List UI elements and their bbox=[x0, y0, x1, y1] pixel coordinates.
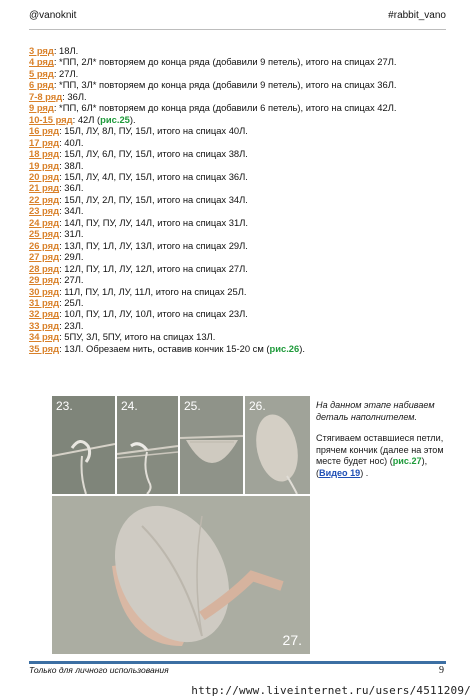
row-line bbox=[29, 274, 449, 285]
row-label: 28 ряд bbox=[29, 262, 60, 274]
row-line bbox=[29, 297, 449, 308]
row-text: : *ПП, 3Л* повторяем до конца ряда (добавили 9 петель), итого на спицах 36Л. bbox=[53, 79, 397, 91]
row-label: 29 ряд bbox=[29, 274, 60, 286]
row-line bbox=[29, 286, 449, 297]
page-number: 9 bbox=[439, 665, 444, 676]
photo-23 bbox=[52, 396, 115, 494]
row-label: 10-15 ряд bbox=[29, 113, 73, 125]
row-line bbox=[29, 331, 449, 342]
header-author: @vanoknit bbox=[29, 10, 77, 21]
photo-24 bbox=[117, 396, 178, 494]
photo-25-label: 25. bbox=[184, 399, 201, 413]
row-label: 32 ряд bbox=[29, 308, 60, 320]
photo-27-image bbox=[52, 496, 310, 654]
row-text: : *ПП, 6Л* повторяем до конца ряда (добавили 6 петель), итого на спицах 42Л. bbox=[53, 102, 397, 114]
photo-25 bbox=[180, 396, 243, 494]
footer-bar bbox=[29, 661, 446, 664]
row-text: : 15Л, ЛУ, 6Л, ПУ, 15Л, итого на спицах 38Л. bbox=[59, 148, 248, 160]
row-text: : 36Л. bbox=[59, 182, 84, 194]
row-label: 24 ряд bbox=[29, 216, 60, 228]
photo-23-label: 23. bbox=[56, 399, 73, 413]
row-label: 4 ряд bbox=[29, 56, 54, 68]
row-label: 22 ряд bbox=[29, 193, 60, 205]
row-text: : 29Л. bbox=[59, 251, 84, 263]
row-label: 23 ряд bbox=[29, 205, 60, 217]
footer-note: Только для личного использования bbox=[29, 665, 169, 675]
figure-ref: рис.25 bbox=[100, 113, 130, 125]
row-line bbox=[29, 56, 449, 67]
row-text: : 15Л, ЛУ, 8Л, ПУ, 15Л, итого на спицах 40Л. bbox=[59, 125, 248, 137]
row-text: : 5ПУ, 3Л, 5ПУ, итого на спицах 13Л. bbox=[59, 331, 216, 343]
row-label: 26 ряд bbox=[29, 239, 60, 251]
row-label: 20 ряд bbox=[29, 170, 60, 182]
row-line bbox=[29, 263, 449, 274]
figure-ref: рис.26 bbox=[269, 342, 300, 354]
photo-26 bbox=[245, 396, 310, 494]
photo-collage bbox=[52, 396, 310, 654]
row-text: : 12Л, ПУ, 1Л, ЛУ, 12Л, итого на спицах 27Л. bbox=[59, 262, 248, 274]
row-text-end: ). bbox=[299, 342, 305, 354]
header-divider bbox=[29, 29, 446, 30]
row-label: 27 ряд bbox=[29, 251, 60, 263]
photo-24-label: 24. bbox=[121, 399, 138, 413]
photo-27 bbox=[52, 496, 310, 654]
row-line bbox=[29, 205, 449, 216]
instruction-rows bbox=[29, 45, 449, 354]
row-label: 31 ряд bbox=[29, 296, 60, 308]
row-line bbox=[29, 251, 449, 262]
row-text: : 10Л, ПУ, 1Л, ЛУ, 10Л, итого на спицах 23Л. bbox=[59, 308, 248, 320]
row-line bbox=[29, 125, 449, 136]
header-hashtag: #rabbit_vano bbox=[388, 10, 446, 21]
row-line bbox=[29, 114, 449, 125]
row-label: 35 ряд bbox=[29, 342, 60, 354]
row-text: : 34Л. bbox=[59, 205, 84, 217]
row-text: : 36Л. bbox=[62, 90, 87, 102]
row-line bbox=[29, 102, 449, 113]
row-text-end: ). bbox=[129, 113, 136, 125]
row-text: : 23Л. bbox=[59, 319, 84, 331]
row-label: 17 ряд bbox=[29, 136, 60, 148]
row-text: : 18Л. bbox=[53, 45, 79, 56]
row-line bbox=[29, 240, 449, 251]
row-line bbox=[29, 228, 449, 239]
row-text: : 15Л, ЛУ, 2Л, ПУ, 15Л, итого на спицах 34Л. bbox=[59, 193, 248, 205]
row-text: : 13Л, ПУ, 1Л, ЛУ, 13Л, итого на спицах 29Л. bbox=[59, 239, 248, 251]
row-text: : 42Л ( bbox=[72, 113, 101, 125]
row-text: : 27Л. bbox=[53, 67, 79, 79]
side-intro: На данном этапе набиваем деталь наполнителем. bbox=[316, 400, 435, 422]
row-label: 16 ряд bbox=[29, 125, 60, 137]
row-label: 5 ряд bbox=[29, 67, 54, 79]
source-url: http://www.liveinternet.ru/users/4511209/ bbox=[191, 684, 471, 697]
row-label: 7-8 ряд bbox=[29, 90, 63, 102]
row-line bbox=[29, 79, 449, 90]
row-text: : 15Л, ЛУ, 4Л, ПУ, 15Л, итого на спицах 36Л. bbox=[59, 170, 248, 182]
side-note bbox=[316, 400, 456, 490]
row-label: 18 ряд bbox=[29, 148, 60, 160]
row-line bbox=[29, 137, 449, 148]
row-text: : 27Л. bbox=[59, 274, 84, 286]
row-text: : 25Л. bbox=[59, 296, 84, 308]
row-label: 34 ряд bbox=[29, 331, 60, 343]
row-line bbox=[29, 160, 449, 171]
photo-27-label: 27. bbox=[282, 632, 302, 648]
row-line bbox=[29, 194, 449, 205]
row-line bbox=[29, 343, 449, 354]
video-19-link[interactable]: Видео 19 bbox=[319, 467, 361, 478]
row-line bbox=[29, 320, 449, 331]
page-header bbox=[0, 0, 475, 30]
row-text: : *ПП, 2Л* повторяем до конца ряда (добавили 9 петель), итого на спицах 27Л. bbox=[53, 56, 397, 68]
row-line bbox=[29, 308, 449, 319]
row-line bbox=[29, 91, 449, 102]
row-label: 30 ряд bbox=[29, 285, 60, 297]
row-line bbox=[29, 148, 449, 159]
row-line bbox=[29, 171, 449, 182]
row-label: 3 ряд bbox=[29, 45, 54, 56]
row-line bbox=[29, 68, 449, 79]
row-label: 21 ряд bbox=[29, 182, 60, 194]
row-text: : 13Л. Обрезаем нить, оставив кончик 15-20 см ( bbox=[59, 342, 270, 354]
row-line bbox=[29, 45, 449, 56]
row-line bbox=[29, 217, 449, 228]
row-text: : 31Л. bbox=[59, 228, 84, 240]
row-text: : 14Л, ПУ, ПУ, ЛУ, 14Л, итого на спицах 31Л. bbox=[59, 216, 248, 228]
row-label: 6 ряд bbox=[29, 79, 54, 91]
row-label: 9 ряд bbox=[29, 102, 54, 114]
photo-26-label: 26. bbox=[249, 399, 266, 413]
side-instructions: Стягиваем оставшиеся петли, прячем кончик (далее на этом месте будет нос) (рис.27), (Видео 19) . bbox=[316, 433, 444, 478]
row-text: : 38Л. bbox=[59, 159, 84, 171]
row-label: 19 ряд bbox=[29, 159, 60, 171]
row-label: 25 ряд bbox=[29, 228, 60, 240]
row-line bbox=[29, 182, 449, 193]
row-text: : 11Л, ПУ, 1Л, ЛУ, 11Л, итого на спицах 25Л. bbox=[59, 285, 247, 297]
row-label: 33 ряд bbox=[29, 319, 60, 331]
row-text: : 40Л. bbox=[59, 136, 84, 148]
figure-ref-27: рис.27 bbox=[392, 456, 422, 467]
